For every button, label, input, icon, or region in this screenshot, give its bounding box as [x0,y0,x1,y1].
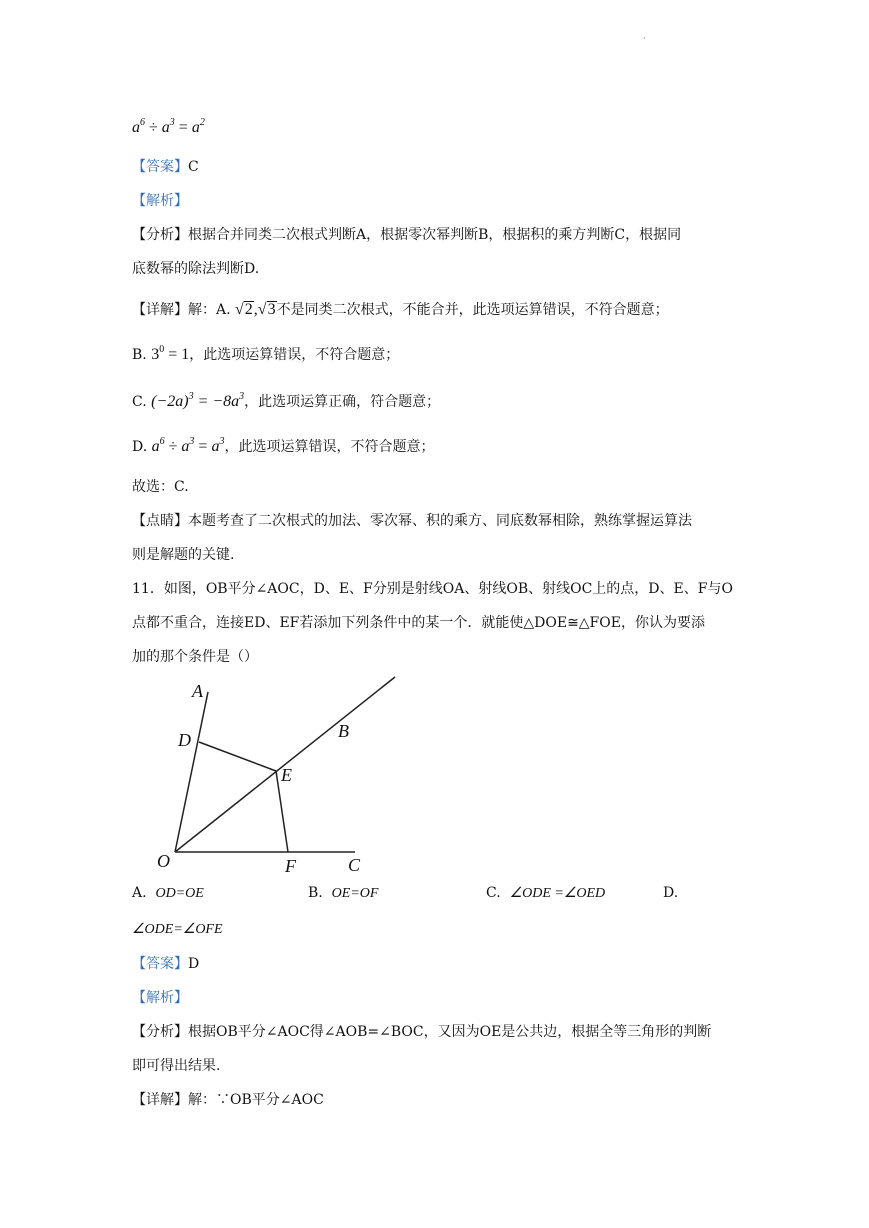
q11-stem-line-1: 11．如图，OB平分∠AOC，D、E、F分别是射线OA、射线OB、射线OC上的点，D、E、F与O [132,581,733,597]
dianjing-tag: 【点睛】 [132,513,188,529]
q10-fenxi-line-2: 底数幂的除法判断D. [132,261,260,277]
q11-analysis-tag: 【解析】 [132,990,188,1006]
q10-answer [132,157,199,177]
option-d-text: ∠ODE=∠OFE [132,922,223,937]
q11-fenxi-line-1: 【分析】根据OB平分∠AOC得∠AOB=∠BOC，又因为OE是公共边，根据全等三角形的判断 [132,1024,712,1040]
ray-oa [175,692,208,852]
xiangjie-tag: 【详解】 [132,302,188,318]
q11-answer: 【答案】D [132,956,200,972]
option-b[interactable]: B. OE=OF [308,885,379,901]
label-o: O [157,851,170,871]
option-d[interactable]: D. [663,885,679,901]
q10-detail-c: C. $(-2a)^3 = -8a^3$，此选项运算正确，符合题意； [132,391,441,410]
q10-detail-b: B. $3^0 = 1$，此选项运算错误，不符合题意； [132,344,400,363]
label-a: A [192,681,203,701]
geometry-figure [150,672,410,882]
option-c[interactable]: C. ∠ODE =∠OED [486,885,606,901]
q10-conclusion: 故选：C. [132,479,189,495]
option-a[interactable]: A. OD=OE [132,885,204,901]
label-e: E [281,765,292,785]
q10-dianjing-line-1: 【点睛】本题考查了二次根式的加法、零次幂、积的乘方、同底数幂相除，熟练掌握运算法 [132,513,692,529]
q11-stem-line-3: 加的那个条件是（） [132,649,258,665]
q10-analysis-tag: 【解析】 [132,193,188,209]
q11-fenxi-line-2: 即可得出结果. [132,1058,221,1074]
segment-de [199,742,276,771]
q10-detail-d: D. $a^6 \div a^3 = a^3$，此选项运算错误，不符合题意； [132,436,435,455]
formula-top: $a^6 \div a^3 = a^2$ [132,117,205,136]
label-d: D [178,730,191,750]
fenxi-tag: 【分析】 [132,227,188,243]
q11-detail-line: 【详解】解：∵OB平分∠AOC [132,1092,324,1108]
q10-fenxi-line-1: 【分析】根据合并同类二次根式判断A，根据零次幂判断B，根据积的乘方判断C，根据同 [132,227,682,243]
answer-value: C [188,159,199,175]
header-mark: · [643,34,646,43]
q10-detail-a: 【详解】解：A. √2,√3不是同类二次根式，不能合并，此选项运算错误，不符合题意； [132,301,669,318]
q10-dianjing-line-2: 则是解题的关键. [132,547,235,563]
label-f: F [285,856,296,876]
label-c: C [348,855,361,875]
q11-stem-line-2: 点都不重合，连接ED、EF若添加下列条件中的某一个．就能使△DOE≅△FOE，你认为要添 [132,615,705,631]
label-b: B [338,721,349,741]
answer-tag: 【答案】 [132,159,188,175]
